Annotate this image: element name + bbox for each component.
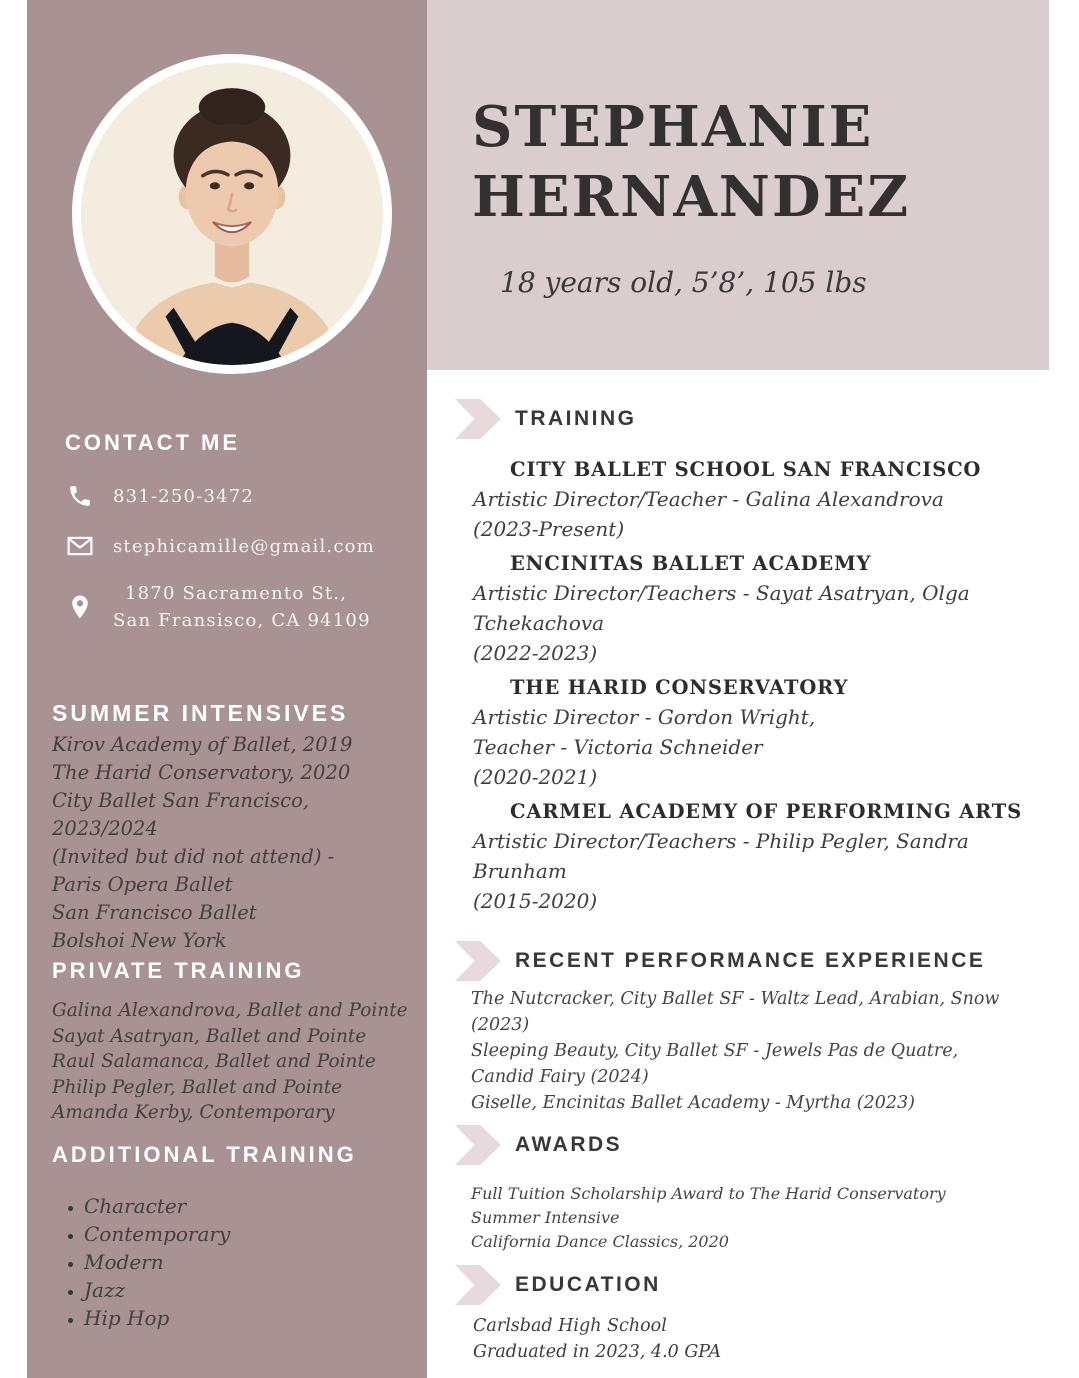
list-line: City Ballet San Francisco, [52,789,310,812]
additional-training-list [52,1192,427,1332]
list-line: San Francisco Ballet [52,901,257,924]
list-item: • Hip Hop [84,1304,427,1332]
list-line: Kirov Academy of Ballet, 2019 [52,733,353,756]
award-line: California Dance Classics, 2020 [471,1232,729,1251]
school-name: CARMEL ACADEMY OF PERFORMING ARTS [510,800,1022,823]
phone-number: 831-250-3472 [113,485,255,507]
training-entry [455,674,1055,792]
entry-line: (2015-2020) [473,889,598,913]
performance-heading: RECENT PERFORMANCE EXPERIENCE [515,949,986,972]
entry-line: (2020-2021) [473,765,598,789]
education-section-header [455,1264,1055,1306]
contact-section [27,430,427,634]
main-content [455,398,1055,1365]
training-heading: TRAINING [515,407,637,430]
email-address: stephicamille@gmail.com [113,535,375,557]
page-title [472,92,1049,232]
awards-section-header [455,1124,1055,1166]
email-icon [65,530,95,562]
entry-line: Artistic Director - Gordon Wright, [473,705,816,729]
school-name: ENCINITAS BALLET ACADEMY [510,552,872,575]
list-item: • Contemporary [84,1220,427,1248]
award-line: Summer Intensive [471,1208,620,1227]
performance-line: The Nutcracker, City Ballet SF - Waltz Lead, Arabian, Snow [471,989,1000,1009]
education-line: Graduated in 2023, 4.0 GPA [473,1341,722,1362]
awards-heading: AWARDS [515,1133,623,1156]
awards-list [455,1182,1055,1254]
address-row [65,580,427,634]
education-heading: EDUCATION [515,1273,661,1296]
list-line: Raul Salamanca, Ballet and Pointe [52,1051,376,1072]
list-line: Paris Opera Ballet [52,873,233,896]
entry-line: Artistic Director/Teacher - Galina Alexandrova [473,487,944,511]
contact-heading: CONTACT ME [65,430,241,455]
entry-line: Artistic Director/Teachers - Sayat Asatryan, Olga [473,581,970,605]
additional-training-heading: ADDITIONAL TRAINING [52,1141,357,1167]
header-band [427,0,1049,370]
name-line-2: HERNANDEZ [472,164,911,230]
performance-section-header [455,940,1055,982]
email-row [65,530,427,562]
phone-row [65,480,427,512]
entry-line: (2023-Present) [473,517,625,541]
list-item: • Character [84,1192,427,1220]
list-line: 2023/2024 [52,817,158,840]
training-entry [455,550,1055,668]
entry-line: Tchekachova [473,611,605,635]
portrait-illustration [81,63,383,365]
chevron-arrow-icon [455,1265,501,1305]
school-name: THE HARID CONSERVATORY [510,676,849,699]
list-line: Philip Pegler, Ballet and Pointe [52,1076,343,1098]
stats-subtitle: 18 years old, 5’8’, 105 lbs [500,266,867,299]
performance-list [455,986,1055,1116]
chevron-arrow-icon [455,1125,501,1165]
summer-intensives-list [52,731,427,955]
entry-line: (2022-2023) [473,641,598,665]
list-line: Bolshoi New York [52,929,227,952]
sidebar [27,0,427,1378]
list-line: (Invited but did not attend) - [52,845,335,868]
profile-photo [72,54,392,374]
location-icon [65,591,95,623]
training-entry [455,798,1055,916]
award-line: Full Tuition Scholarship Award to The Harid Conservatory [471,1184,946,1203]
address-line-2: San Fransisco, CA 94109 [113,610,371,631]
private-training-list [52,998,427,1126]
performance-line: (2023) [471,1015,530,1035]
entry-line: Artistic Director/Teachers - Philip Pegler, Sandra [473,829,969,853]
entry-line: Teacher - Victoria Schneider [473,735,763,759]
list-item: • Jazz [84,1276,427,1304]
performance-line: Giselle, Encinitas Ballet Academy - Myrtha (2023) [471,1093,915,1113]
address-line-1: 1870 Sacramento St., [125,583,348,604]
training-entry [455,456,1055,544]
private-training-section [27,958,427,1126]
name-line-1: STEPHANIE [472,94,874,160]
entry-line: Brunham [473,859,567,883]
summer-intensives-heading: SUMMER INTENSIVES [52,700,349,726]
list-item: • Modern [84,1248,427,1276]
school-name: CITY BALLET SCHOOL SAN FRANCISCO [510,458,982,481]
education-line: Carlsbad High School [473,1316,667,1336]
private-training-heading: PRIVATE TRAINING [52,958,305,983]
list-line: The Harid Conservatory, 2020 [52,761,351,784]
phone-icon [65,480,95,512]
list-line: Galina Alexandrova, Ballet and Pointe [52,1000,408,1021]
summer-intensives-section [27,700,427,955]
additional-training-section [27,1142,427,1332]
education-list [455,1314,1055,1365]
list-line: Amanda Kerby, Contemporary [52,1102,335,1123]
chevron-arrow-icon [455,941,501,981]
performance-line: Sleeping Beauty, City Ballet SF - Jewels Pas de Quatre, [471,1041,959,1061]
chevron-arrow-icon [455,399,501,439]
performance-line: Candid Fairy (2024) [471,1067,649,1087]
mailing-address [113,580,371,634]
training-section-header [455,398,1055,440]
list-line: Sayat Asatryan, Ballet and Pointe [52,1025,367,1047]
